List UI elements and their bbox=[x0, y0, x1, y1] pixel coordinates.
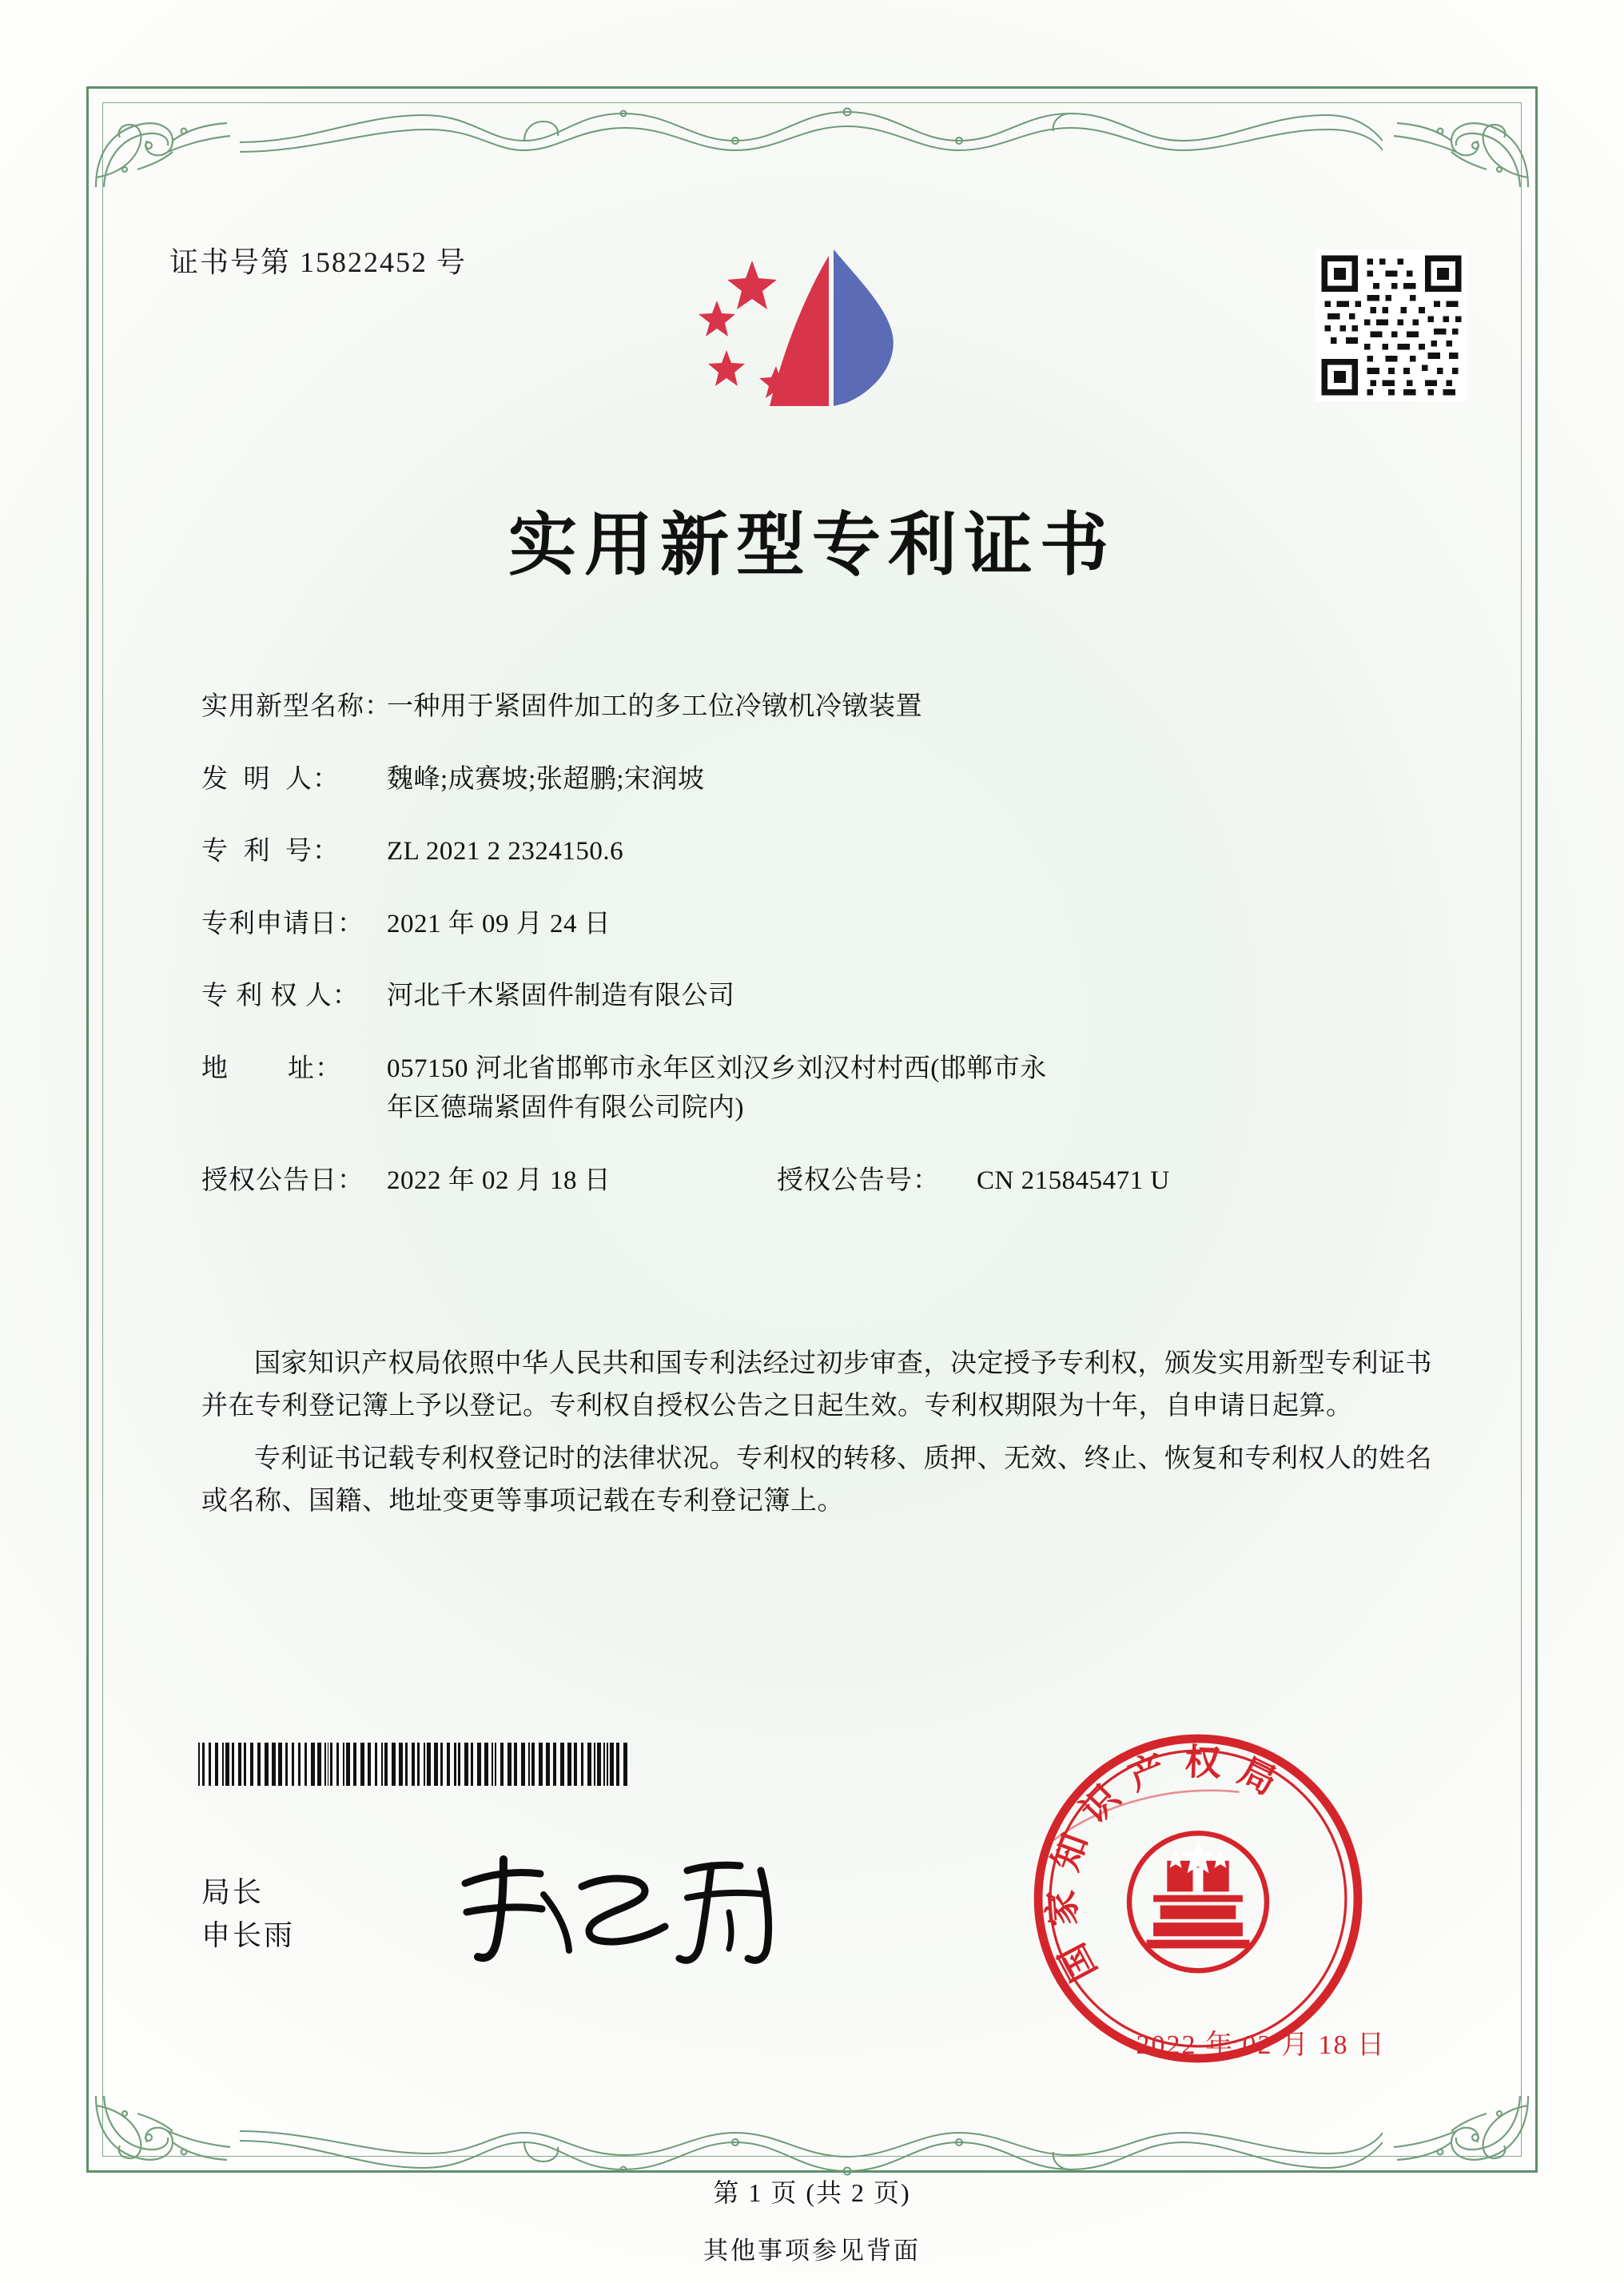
field-label: 地 址： bbox=[201, 1054, 342, 1083]
paragraph-1: 国家知识产权局依照中华人民共和国专利法经过初步审查，决定授予专利权，颁发实用新型专利证书并在专利登记簿上予以登记。专利权自授权公告之日起生效。专利权期限为十年，自申请日起算。 bbox=[201, 1349, 1432, 1421]
field-patentee bbox=[201, 977, 1448, 1017]
top-scroll-ornament-icon bbox=[240, 94, 1383, 168]
field-value: 2021 年 09 月 24 日 bbox=[387, 909, 611, 938]
field-value: 057150 河北省邯郸市永年区刘汉乡刘汉村村西(邯郸市永 bbox=[387, 1054, 1047, 1083]
field-utility-model-name bbox=[201, 687, 1448, 727]
cnipa-star-sail-logo-icon bbox=[675, 232, 939, 424]
seal-date: 2022 年 02 月 18 日 bbox=[1136, 2030, 1386, 2060]
field-value: 2022 年 02 月 18 日 bbox=[387, 1165, 611, 1195]
corner-ornament-icon bbox=[90, 90, 241, 193]
field-label: 专利申请日： bbox=[201, 909, 364, 938]
field-label: 实用新型名称： bbox=[201, 692, 392, 721]
field-patent-number bbox=[201, 832, 1448, 872]
field-label: 发 明 人： bbox=[201, 764, 340, 794]
field-label: 授权公告号： bbox=[777, 1165, 940, 1195]
svg-text:知: 知 bbox=[1044, 1827, 1097, 1877]
svg-text:家: 家 bbox=[1040, 1888, 1085, 1928]
official-red-seal-icon bbox=[1026, 1727, 1370, 2070]
director-name: 申长雨 bbox=[201, 1919, 296, 1951]
field-value: 一种用于紧固件加工的多工位冷镦机冷镦装置 bbox=[387, 692, 922, 721]
field-application-date bbox=[201, 905, 1448, 945]
page-title: 实用新型专利证书 bbox=[508, 504, 1116, 585]
field-grant-number bbox=[777, 1161, 1170, 1201]
svg-text:识: 识 bbox=[1072, 1776, 1128, 1832]
page-number: 第 1 页 (共 2 页) bbox=[713, 2178, 911, 2207]
field-address bbox=[201, 1050, 1448, 1129]
field-value: ZL 2021 2 2324150.6 bbox=[387, 837, 624, 866]
paragraph-2: 专利证书记载专利权登记时的法律状况。专利权的转移、质押、无效、终止、恢复和专利权人的姓名或名称、国籍、地址变更等事项记载在专利登记簿上。 bbox=[201, 1444, 1432, 1516]
corner-ornament-icon bbox=[1383, 90, 1534, 193]
signature-block bbox=[201, 1871, 295, 1957]
field-value: 河北千木紧固件制造有限公司 bbox=[387, 982, 735, 1010]
handwritten-signature-icon bbox=[448, 1839, 815, 1974]
field-label: 授权公告日： bbox=[201, 1165, 364, 1195]
svg-text:局: 局 bbox=[1232, 1749, 1284, 1803]
svg-text:权: 权 bbox=[1184, 1740, 1222, 1785]
svg-text:国: 国 bbox=[1050, 1936, 1105, 1989]
field-grant-date bbox=[201, 1161, 777, 1201]
field-value: CN 215845471 U bbox=[977, 1165, 1170, 1195]
svg-text:产: 产 bbox=[1122, 1746, 1172, 1799]
footer-note: 其他事项参见背面 bbox=[703, 2237, 921, 2265]
qr-code-icon bbox=[1316, 249, 1467, 401]
certificate-number: 证书号第 15822452 号 bbox=[169, 246, 468, 278]
field-inventors bbox=[201, 760, 1448, 800]
field-grant-row bbox=[201, 1161, 1448, 1201]
certificate-fields bbox=[201, 687, 1448, 1228]
director-title: 局长 bbox=[201, 1876, 265, 1908]
field-label: 专 利 号： bbox=[201, 837, 340, 866]
body-text bbox=[201, 1343, 1432, 1533]
field-value-line-2: 年区德瑞紧固件有限公司院内) bbox=[387, 1094, 744, 1122]
field-value: 魏峰;成赛坡;张超鹏;宋润坡 bbox=[387, 764, 705, 794]
barcode-icon bbox=[198, 1743, 630, 1786]
field-label: 专 利 权 人： bbox=[201, 982, 360, 1010]
